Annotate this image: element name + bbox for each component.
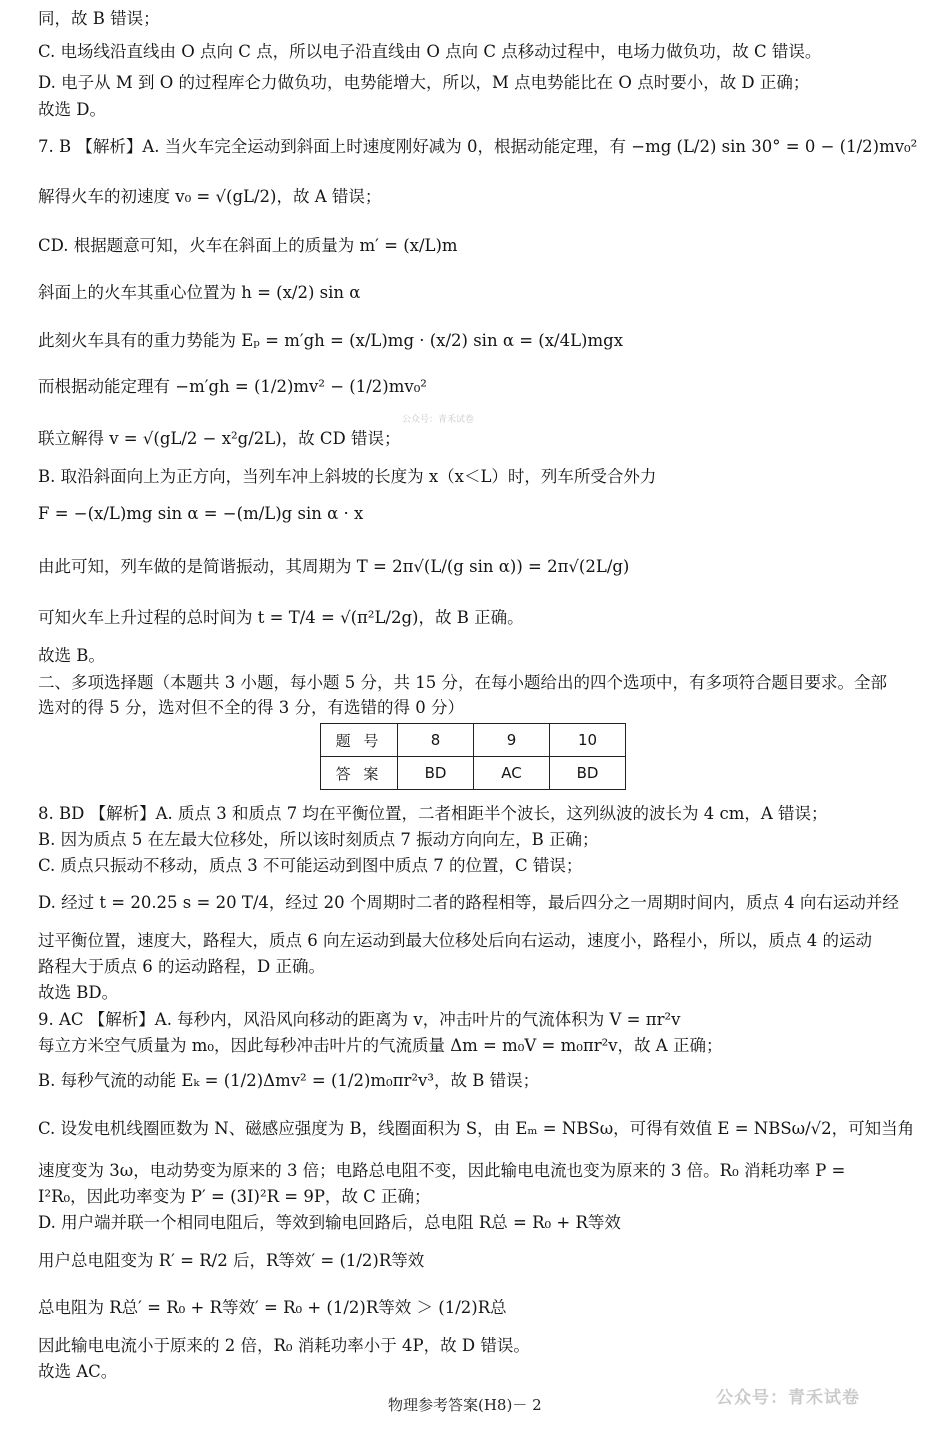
text-line: 速度变为 3ω，电动势变为原来的 3 倍；电路总电阻不变，因此输电电流也变为原来的 3 倍。R₀ 消耗功率 P = — [38, 1161, 846, 1180]
text-line: 同，故 B 错误； — [38, 9, 160, 28]
text-line: 9. AC 【解析】A. 每秒内，风沿风向移动的距离为 v，冲击叶片的气流体积为 V = πr²v — [38, 1010, 681, 1029]
text-line: 斜面上的火车其重心位置为 h = (x/2) sin α — [38, 283, 361, 302]
text-line: B. 取沿斜面向上为正方向，当列车冲上斜坡的长度为 x（x＜L）时，列车所受合外力 — [38, 467, 657, 486]
text-line: 解得火车的初速度 v₀ = √(gL/2)，故 A 错误； — [38, 187, 382, 206]
answer-table-answer-label: 答 案 — [321, 757, 398, 790]
text-line: 而根据动能定理有 −m′gh = (1/2)mv² − (1/2)mv₀² — [38, 377, 427, 396]
text-line: 每立方米空气质量为 m₀，因此每秒冲击叶片的气流质量 Δm = m₀V = m₀πr²v，故 A 正确； — [38, 1036, 723, 1055]
page-footer: 物理参考答案(H8)－ 2 — [388, 1396, 542, 1414]
text-line: D. 用户端并联一个相同电阻后，等效到输电回路后，总电阻 R总 = R₀ + R等效 — [38, 1213, 621, 1232]
answer-table-number: 9 — [474, 724, 550, 757]
text-line: 联立解得 v = √(gL/2 − x²g/2L)，故 CD 错误； — [38, 429, 401, 448]
text-line: 7. B 【解析】A. 当火车完全运动到斜面上时速度刚好减为 0，根据动能定理，有 −mg (L/2) sin 30° = 0 − (1/2)mv₀² — [38, 137, 918, 156]
answer-table-number: 8 — [398, 724, 474, 757]
text-line: 故选 D。 — [38, 100, 106, 119]
text-line: C. 质点只振动不移动，质点 3 不可能运动到图中质点 7 的位置，C 错误； — [38, 856, 583, 875]
answer-table-answer: BD — [550, 757, 626, 790]
text-line: C. 电场线沿直线由 O 点向 C 点，所以电子沿直线由 O 点向 C 点移动过程中，电场力做负功，故 C 错误。 — [38, 42, 822, 61]
answer-table-answer: AC — [474, 757, 550, 790]
answer-table-header-row — [321, 724, 626, 757]
watermark-small: 公众号：青禾试卷 — [402, 415, 475, 425]
text-line: 路程大于质点 6 的运动路程，D 正确。 — [38, 957, 325, 976]
text-line: B. 每秒气流的动能 Eₖ = (1/2)Δmv² = (1/2)m₀πr²v³，故 B 错误； — [38, 1071, 540, 1090]
text-line: 总电阻为 R总′ = R₀ + R等效′ = R₀ + (1/2)R等效 ＞ (1/2)R总 — [38, 1298, 507, 1317]
text-line: 故选 BD。 — [38, 983, 119, 1002]
text-line: D. 经过 t = 20.25 s = 20 T/4，经过 20 个周期时二者的路程相等，最后四分之一周期时间内，质点 4 向右运动并经 — [38, 893, 899, 912]
answer-table-header-label: 题 号 — [321, 724, 398, 757]
text-line: 8. BD 【解析】A. 质点 3 和质点 7 均在平衡位置，二者相距半个波长，这列纵波的波长为 4 cm，A 错误； — [38, 804, 828, 823]
answer-table-number: 10 — [550, 724, 626, 757]
answer-table-answer: BD — [398, 757, 474, 790]
text-line: I²R₀，因此功率变为 P′ = (3I)²R = 9P，故 C 正确； — [38, 1187, 431, 1206]
text-line: D. 电子从 M 到 O 的过程库仑力做负功，电势能增大，所以，M 点电势能比在 O 点时要小，故 D 正确； — [38, 73, 810, 92]
text-line: 选对的得 5 分，选对但不全的得 3 分，有选错的得 0 分） — [38, 698, 464, 717]
text-line: CD. 根据题意可知，火车在斜面上的质量为 m′ = (x/L)m — [38, 236, 458, 255]
text-line: 故选 B。 — [38, 646, 105, 665]
text-line: 由此可知，列车做的是简谐振动，其周期为 T = 2π√(L/(g sin α)) = 2π√(2L/g) — [38, 557, 630, 576]
watermark-large: 公众号：青禾试卷 — [716, 1388, 860, 1408]
answer-table-answer-row — [321, 757, 626, 790]
text-line: C. 设发电机线圈匝数为 N、磁感应强度为 B，线圈面积为 S，由 Eₘ = NBSω，可得有效值 E = NBSω/√2，可知当角 — [38, 1119, 915, 1138]
text-line: F = −(x/L)mg sin α = −(m/L)g sin α · x — [38, 504, 364, 523]
text-line: 用户总电阻变为 R′ = R/2 后，R等效′ = (1/2)R等效 — [38, 1251, 425, 1270]
text-line: 因此输电电流小于原来的 2 倍，R₀ 消耗功率小于 4P，故 D 错误。 — [38, 1336, 530, 1355]
answer-table — [320, 723, 626, 790]
text-line: 过平衡位置，速度大，路程大，质点 6 向左运动到最大位移处后向右运动，速度小，路程小，所以，质点 4 的运动 — [38, 931, 872, 950]
text-line: 可知火车上升过程的总时间为 t = T/4 = √(π²L/2g)，故 B 正确。 — [38, 608, 524, 627]
text-line: B. 因为质点 5 在左最大位移处，所以该时刻质点 7 振动方向向左，B 正确； — [38, 830, 599, 849]
text-line: 二、多项选择题（本题共 3 小题，每小题 5 分，共 15 分，在每小题给出的四个选项中，有多项符合题目要求。全部 — [38, 673, 887, 692]
text-line: 此刻火车具有的重力势能为 Eₚ = m′gh = (x/L)mg · (x/2) sin α = (x/4L)mgx — [38, 331, 624, 350]
text-line: 故选 AC。 — [38, 1362, 118, 1381]
